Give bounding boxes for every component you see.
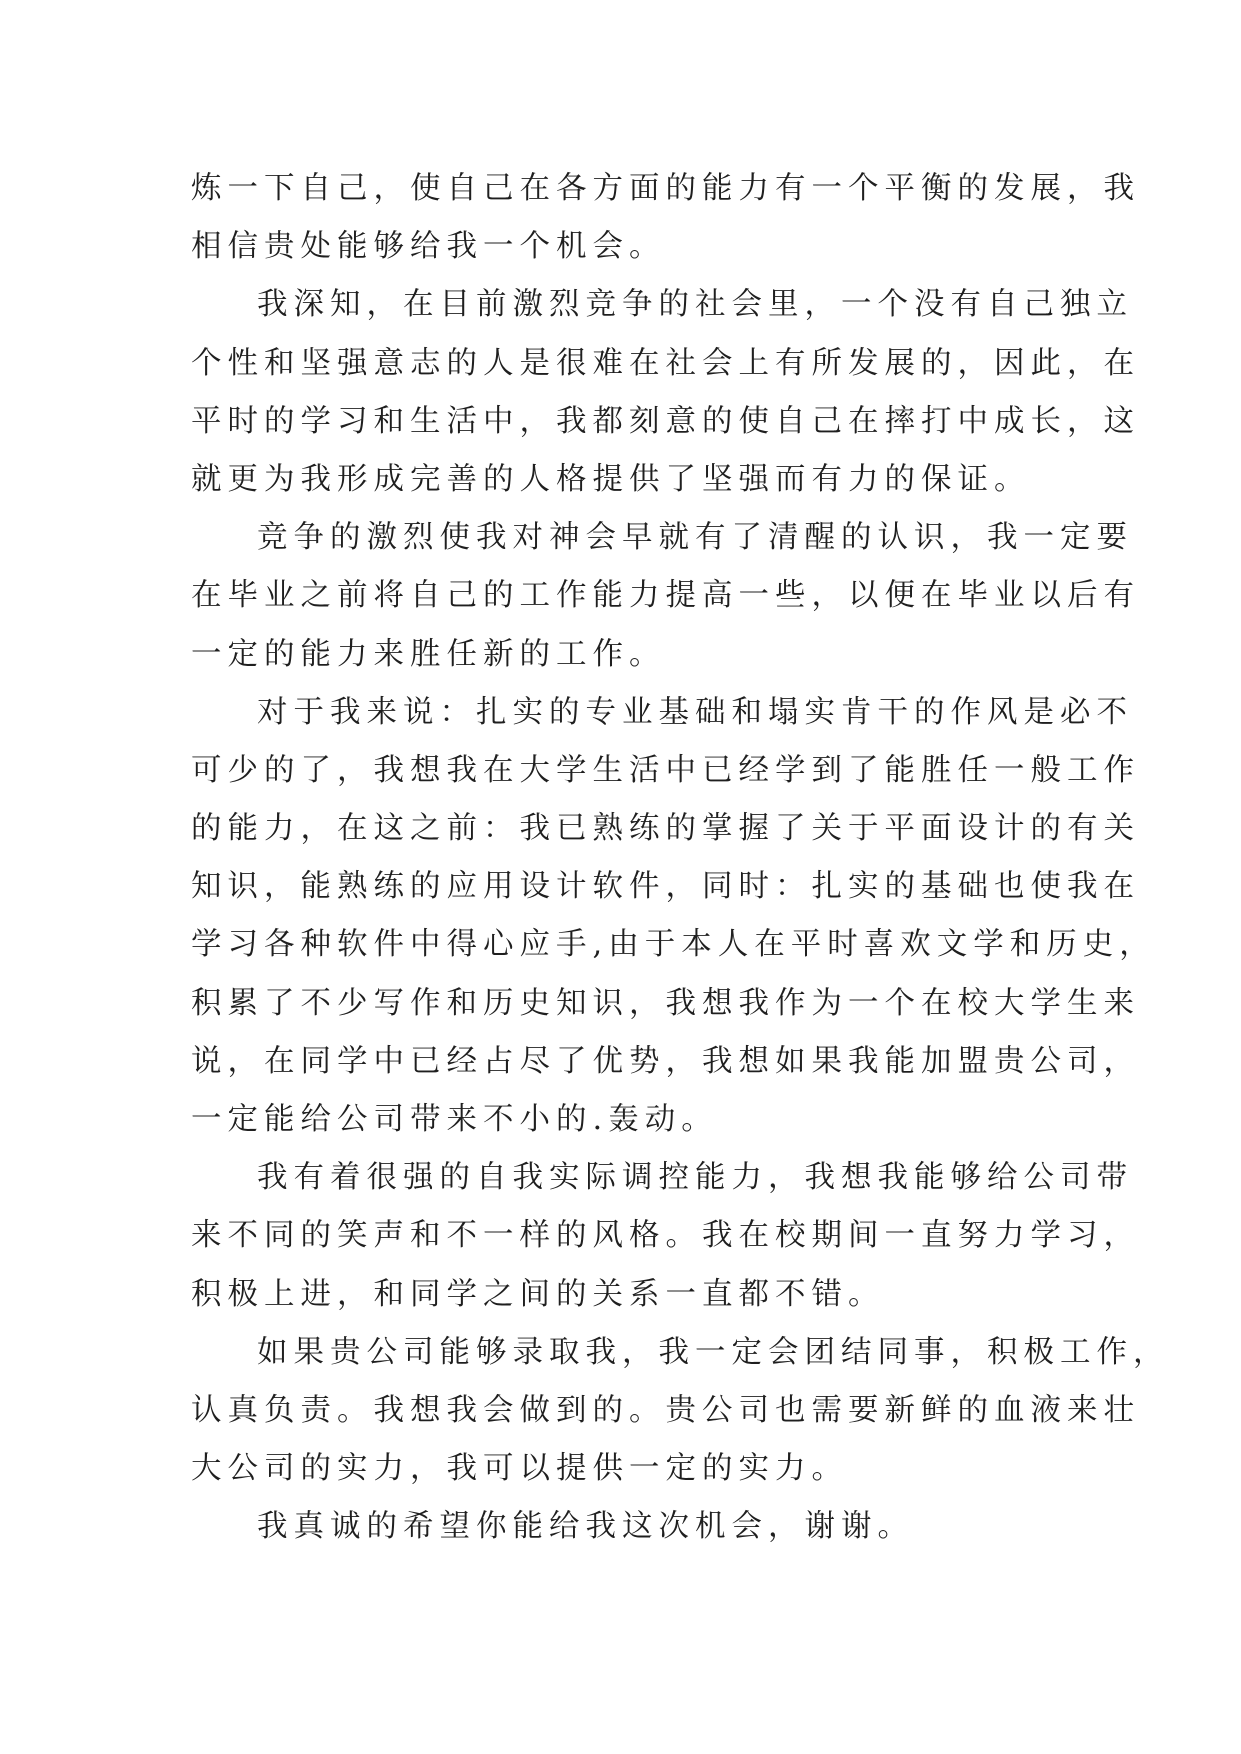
text-line: 竞争的激烈使我对神会早就有了清醒的认识，我一定要 bbox=[257, 520, 1133, 556]
text-line: 的能力，在这之前：我已熟练的掌握了关于平面设计的有关 bbox=[191, 811, 1140, 847]
paragraph-6 bbox=[191, 1324, 1170, 1499]
text-line: 个性和坚强意志的人是很难在社会上有所发展的，因此，在 bbox=[191, 345, 1140, 381]
text-line: 就更为我形成完善的人格提供了坚强而有力的保证。 bbox=[191, 461, 1031, 497]
text-line: 一定的能力来胜任新的工作。 bbox=[191, 636, 666, 672]
paragraph-7 bbox=[191, 1498, 1051, 1556]
text-line: 平时的学习和生活中，我都刻意的使自己在摔打中成长，这 bbox=[191, 403, 1140, 439]
text-line: 在毕业之前将自己的工作能力提高一些，以便在毕业以后有 bbox=[191, 578, 1140, 614]
text-line: 知识，能熟练的应用设计软件，同时：扎实的基础也使我在 bbox=[191, 869, 1140, 905]
paragraph-4 bbox=[191, 684, 1156, 1150]
text-line: 认真负责。我想我会做到的。贵公司也需要新鲜的血液来壮 bbox=[191, 1392, 1140, 1428]
text-line: 学习各种软件中得心应手,由于本人在平时喜欢文学和历史， bbox=[191, 927, 1156, 963]
paragraph-1 bbox=[191, 160, 1140, 276]
text-line: 大公司的实力，我可以提供一定的实力。 bbox=[191, 1451, 848, 1487]
text-line: 可少的了，我想我在大学生活中已经学到了能胜任一般工作 bbox=[191, 752, 1140, 788]
text-line: 相信贵处能够给我一个机会。 bbox=[191, 229, 666, 265]
text-line: 一定能给公司带来不小的.轰动。 bbox=[191, 1102, 718, 1137]
paragraph-5 bbox=[191, 1149, 1140, 1324]
document-body bbox=[191, 160, 1170, 1557]
text-line: 我有着很强的自我实际调控能力，我想我能够给公司带 bbox=[257, 1160, 1133, 1196]
text-line: 我真诚的希望你能给我这次机会，谢谢。 bbox=[257, 1509, 914, 1545]
text-line: 积极上进，和同学之间的关系一直都不错。 bbox=[191, 1276, 885, 1312]
text-line: 我深知，在目前激烈竞争的社会里，一个没有自己独立 bbox=[257, 287, 1133, 323]
text-line: 对于我来说：扎实的专业基础和塌实肯干的作风是必不 bbox=[257, 694, 1133, 730]
paragraph-2 bbox=[191, 276, 1140, 509]
text-line: 来不同的笑声和不一样的风格。我在校期间一直努力学习， bbox=[191, 1218, 1140, 1254]
text-line: 说，在同学中已经占尽了优势，我想如果我能加盟贵公司， bbox=[191, 1043, 1140, 1079]
text-line: 炼一下自己，使自己在各方面的能力有一个平衡的发展，我 bbox=[191, 171, 1140, 206]
text-line: 积累了不少写作和历史知识，我想我作为一个在校大学生来 bbox=[191, 985, 1140, 1021]
paragraph-3 bbox=[191, 509, 1140, 684]
text-line: 如果贵公司能够录取我，我一定会团结同事，积极工作， bbox=[257, 1334, 1170, 1370]
